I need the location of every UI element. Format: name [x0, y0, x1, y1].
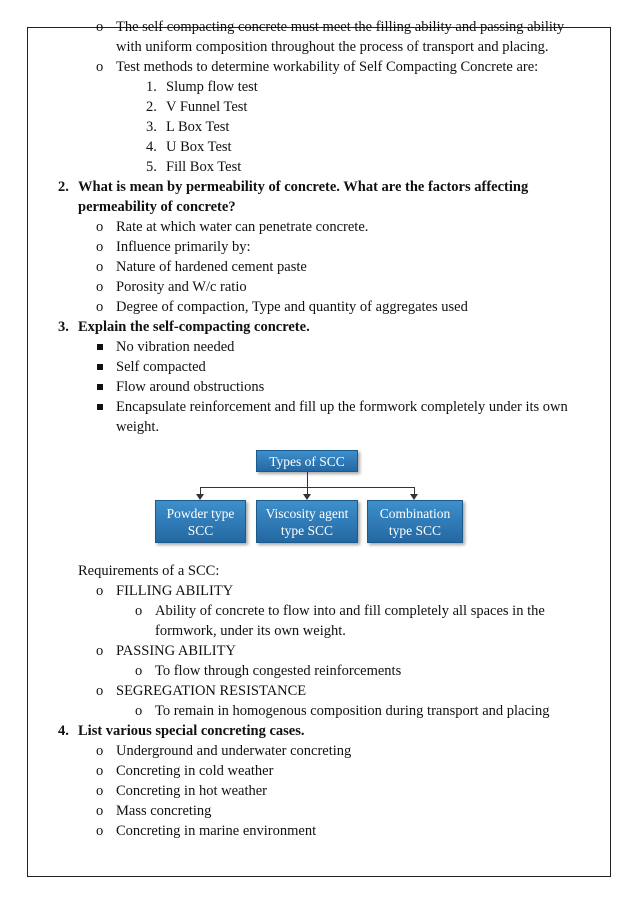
- item-number: 2.: [146, 99, 157, 115]
- sub-list-item: [0, 601, 638, 621]
- diagram-child-label: Viscosity agent: [265, 505, 349, 521]
- question-title: What is mean by permeability of concrete. What are the factors affecting: [78, 179, 529, 195]
- item-number: 4.: [146, 139, 157, 155]
- list-item-continuation: [0, 37, 638, 57]
- diagram-child-label: Combination: [379, 505, 451, 521]
- list-item-text: Influence primarily by:: [116, 239, 251, 255]
- square-bullet-icon: [97, 344, 103, 350]
- requirements-heading: [0, 561, 638, 581]
- list-item-text: Flow around obstructions: [116, 379, 265, 395]
- bullet-o: o: [96, 803, 104, 819]
- list-item: [0, 641, 638, 661]
- list-item-text: Mass concreting: [116, 803, 212, 819]
- list-item: [0, 821, 638, 841]
- list-item: [0, 17, 638, 37]
- diagram-root-box: [256, 450, 358, 472]
- list-item: [0, 217, 638, 237]
- diagram-child-label: SCC: [187, 522, 214, 538]
- list-item-text: Rate at which water can penetrate concrete.: [116, 219, 369, 235]
- item-text: U Box Test: [166, 139, 232, 155]
- requirement-detail: formwork, under its own weight.: [155, 623, 346, 639]
- list-item-text: Underground and underwater concreting: [116, 743, 352, 759]
- item-text: Slump flow test: [166, 79, 258, 95]
- bullet-o: o: [135, 603, 143, 619]
- list-item: [0, 257, 638, 277]
- document-body: [0, 17, 638, 841]
- question-number: 2.: [58, 179, 69, 195]
- item-number: 5.: [146, 159, 157, 175]
- list-item: [0, 781, 638, 801]
- bullet-o: o: [135, 703, 143, 719]
- list-item: [0, 581, 638, 601]
- question-heading: [0, 721, 638, 741]
- question-heading-continuation: [0, 197, 638, 217]
- sub-list-item-continuation: [0, 621, 638, 641]
- diagram-child-label: type SCC: [280, 522, 334, 538]
- bullet-o: o: [96, 219, 104, 235]
- item-text: V Funnel Test: [166, 99, 248, 115]
- requirements-heading-text: Requirements of a SCC:: [78, 563, 220, 579]
- list-item-text: Concreting in cold weather: [116, 763, 274, 779]
- diagram-child-label: type SCC: [388, 522, 442, 538]
- bullet-o: o: [96, 59, 104, 75]
- bullet-o: o: [96, 823, 104, 839]
- bullet-o: o: [96, 299, 104, 315]
- list-item: [0, 377, 638, 397]
- diagram-child-box: [367, 500, 463, 543]
- list-item: [0, 357, 638, 377]
- square-bullet-icon: [97, 404, 103, 410]
- list-item-text: Nature of hardened cement paste: [116, 259, 307, 275]
- list-item-text: Concreting in marine environment: [116, 823, 317, 839]
- list-item-text: Test methods to determine workability of Self Compacting Concrete are:: [116, 59, 539, 75]
- requirement-name: SEGREGATION RESISTANCE: [116, 683, 307, 699]
- bullet-o: o: [96, 743, 104, 759]
- question-heading: [0, 177, 638, 197]
- diagram-root-label: Types of SCC: [269, 453, 345, 469]
- list-item-continuation: [0, 417, 638, 437]
- item-number: 3.: [146, 119, 157, 135]
- bullet-o: o: [96, 643, 104, 659]
- numbered-item: [0, 97, 638, 117]
- question-title: Explain the self-compacting concrete.: [78, 319, 310, 335]
- list-item-text: Degree of compaction, Type and quantity of aggregates used: [116, 299, 468, 315]
- bullet-o: o: [96, 279, 104, 295]
- list-item: [0, 761, 638, 781]
- item-text: L Box Test: [166, 119, 230, 135]
- requirement-name: FILLING ABILITY: [116, 583, 234, 599]
- item-number: 1.: [146, 79, 157, 95]
- list-item-text: with uniform composition throughout the process of transport and placing.: [116, 39, 549, 55]
- bullet-o: o: [96, 239, 104, 255]
- sub-list-item: [0, 701, 638, 721]
- list-item: [0, 801, 638, 821]
- list-item: [0, 277, 638, 297]
- bullet-o: o: [96, 763, 104, 779]
- scc-types-diagram: [0, 437, 638, 561]
- bullet-o: o: [96, 19, 104, 35]
- list-item-text: weight.: [116, 419, 160, 435]
- bullet-o: o: [96, 783, 104, 799]
- list-item-text: The self compacting concrete must meet the filling ability and passing ability: [116, 19, 565, 35]
- list-item: [0, 337, 638, 357]
- sub-list-item: [0, 661, 638, 681]
- bullet-o: o: [96, 683, 104, 699]
- numbered-item: [0, 77, 638, 97]
- requirement-detail: To remain in homogenous composition during transport and placing: [155, 703, 550, 719]
- square-bullet-icon: [97, 384, 103, 390]
- list-item: [0, 681, 638, 701]
- numbered-item: [0, 157, 638, 177]
- list-item: [0, 397, 638, 417]
- bullet-o: o: [135, 663, 143, 679]
- question-heading: [0, 317, 638, 337]
- bullet-o: o: [96, 583, 104, 599]
- requirement-detail: Ability of concrete to flow into and fill completely all spaces in the: [155, 603, 545, 619]
- bullet-o: o: [96, 259, 104, 275]
- diagram-child-box: [155, 500, 246, 543]
- list-item-text: No vibration needed: [116, 339, 235, 355]
- list-item: [0, 57, 638, 77]
- square-bullet-icon: [97, 364, 103, 370]
- item-text: Fill Box Test: [166, 159, 242, 175]
- list-item-text: Self compacted: [116, 359, 206, 375]
- list-item: [0, 297, 638, 317]
- diagram-connector: [307, 472, 308, 487]
- list-item: [0, 741, 638, 761]
- requirement-name: PASSING ABILITY: [116, 643, 236, 659]
- list-item-text: Encapsulate reinforcement and fill up the formwork completely under its own: [116, 399, 568, 415]
- question-number: 3.: [58, 319, 69, 335]
- list-item-text: Porosity and W/c ratio: [116, 279, 247, 295]
- requirement-detail: To flow through congested reinforcements: [155, 663, 402, 679]
- question-number: 4.: [58, 723, 69, 739]
- list-item: [0, 237, 638, 257]
- diagram-child-label: Powder type: [166, 505, 235, 521]
- diagram-child-box: [256, 500, 358, 543]
- list-item-text: Concreting in hot weather: [116, 783, 267, 799]
- question-title: permeability of concrete?: [78, 199, 236, 215]
- numbered-item: [0, 137, 638, 157]
- question-title: List various special concreting cases.: [78, 723, 305, 739]
- numbered-item: [0, 117, 638, 137]
